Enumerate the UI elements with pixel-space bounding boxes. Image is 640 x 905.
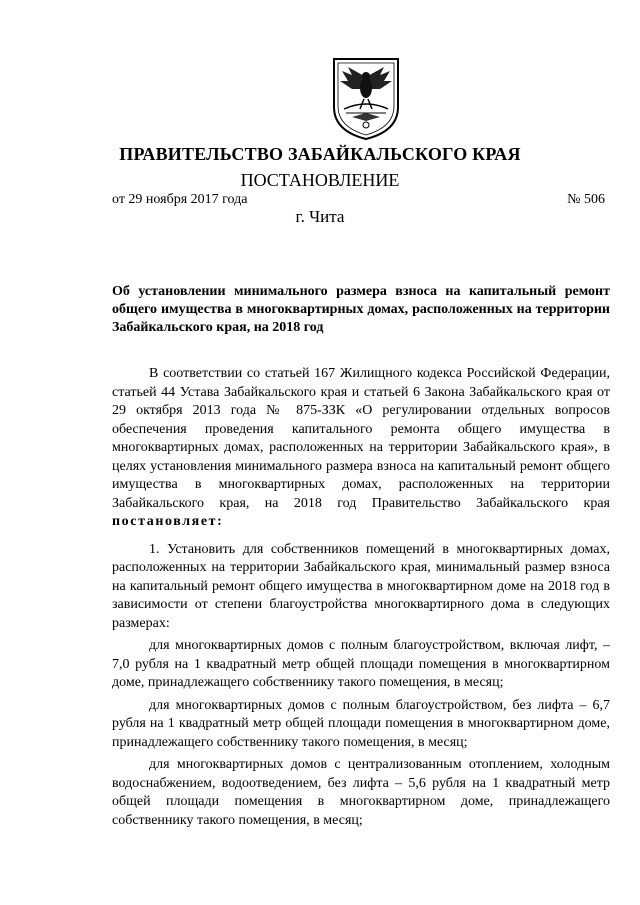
item-1-paragraph: 1. Установить для собственников помещений в многоквартирных домах, расположенных на территории Забайкальского края, минимальный размер взноса на капитальный ремонт общего имущества в многоквартирном доме на 2018 год в зависимости от степени благоустройства многоквартирного дома в следующих размерах: bbox=[112, 541, 610, 631]
document-body bbox=[112, 365, 610, 830]
document-date: от 29 ноября 2017 года bbox=[112, 192, 248, 207]
rate-paragraph-3: для многоквартирных домов с централизованным отоплением, холодным водоснабжением, водоотведением, без лифта – 5,6 рубля на 1 квадратный метр общей площади помещения в многоквартирном доме, принадлежащего собственнику такого помещения, в месяц; bbox=[112, 757, 610, 828]
government-title: ПРАВИТЕЛЬСТВО ЗАБАЙКАЛЬСКОГО КРАЯ bbox=[119, 144, 521, 164]
preamble-paragraph bbox=[112, 365, 610, 532]
preamble-text: В соответствии со статьей 167 Жилищного кодекса Российской Федерации, статьей 44 Устава Забайкальского края и статьей 6 Закона Забайкальского края от 29 октября 2013 года № 875-ЗЗК «О регулировании отдельных вопросов обеспечения проведения капитального ремонта общего имущества в многоквартирных домах, расположенных на территории Забайкальского края», в целях установления минимального размера взноса на капитальный ремонт общего имущества в многоквартирных домах, расположенных на территории Забайкальского края, на 2018 год Правительство Забайкальского края bbox=[112, 366, 610, 511]
document-subject: Об установлении минимального размера взноса на капитальный ремонт общего имущества в многоквартирных домах, расположенных на территории Забайкальского края, на 2018 год bbox=[112, 284, 610, 335]
document-number: № 506 bbox=[567, 192, 605, 207]
document-type: ПОСТАНОВЛЕНИЕ bbox=[240, 170, 400, 190]
rate-paragraph-1: для многоквартирных домов с полным благоустройством, включая лифт, – 7,0 рубля на 1 квадратный метр общей площади помещения в многоквартирном доме, принадлежащего собственнику такого помещения, в месяц; bbox=[112, 638, 610, 690]
coat-of-arms-icon bbox=[326, 55, 406, 141]
document-city: г. Чита bbox=[295, 207, 345, 226]
resolves-word: постановляет: bbox=[112, 514, 224, 529]
rate-paragraph-2: для многоквартирных домов с полным благоустройством, без лифта – 6,7 рубля на 1 квадратный метр общей площади помещения в многоквартирном доме, принадлежащего собственнику такого помещения, в месяц; bbox=[112, 697, 610, 750]
